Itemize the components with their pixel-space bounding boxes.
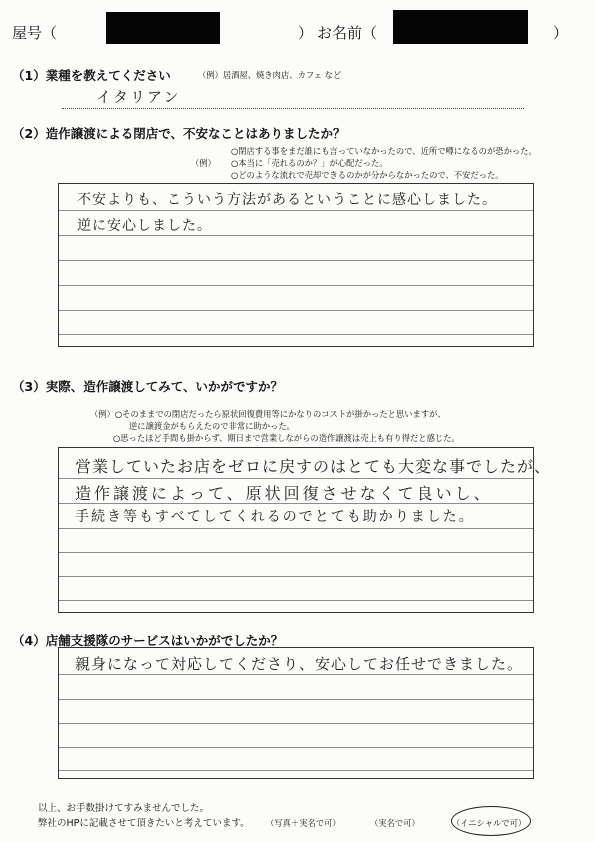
q2-title: （2）造作譲渡による閉店で、不安なことはありましたか？: [12, 126, 346, 141]
shop-name-close: ）: [298, 24, 314, 42]
q3-rule: [59, 552, 533, 553]
q4-answer-line-1: 親身になって対応してくださり、安心してお任せできました。: [75, 655, 524, 673]
customer-name-redaction: [393, 10, 528, 44]
shop-name-label: 屋号（: [12, 24, 58, 42]
q3-rule: [59, 478, 533, 479]
q2-answer-line-2: 逆に安心しました。: [77, 218, 212, 234]
q1-title: （1）業種を教えてください: [12, 68, 171, 83]
q4-rule: [59, 770, 533, 771]
customer-name-close: ）: [553, 24, 569, 42]
footer-thanks: 以上、お手数掛けてすみませんでした。: [38, 803, 210, 814]
q1-example: （例）居酒屋、焼き肉店、カフェ など: [198, 70, 342, 80]
q2-rule: [59, 210, 533, 211]
selected-option-circle: [451, 806, 531, 836]
q3-answer-line-3: 手続き等もすべてしてくれるのでとても助かりました。: [75, 509, 475, 525]
q3-example-1: （例）○そのままでの閉店だったら原状回復費用等にかなりのコストが掛かったと思いますが、: [90, 409, 446, 419]
q4-rule: [59, 699, 533, 700]
q1-answer: イタリアン: [96, 88, 181, 106]
customer-name-label: お名前（: [317, 24, 378, 42]
shop-name-redaction: [106, 12, 220, 44]
q2-answer-line-1: 不安よりも、こういう方法があるということに感心しました。: [77, 192, 497, 208]
q4-rule: [59, 674, 533, 675]
q3-example-3: ○思ったほど手間も掛からず、期日まで営業しながらの造作譲渡は売上も有り得だと感じた。: [113, 433, 460, 443]
q4-rule: [59, 723, 533, 724]
q2-answer-box: [58, 183, 534, 347]
q3-answer-line-2: 造作譲渡によって、原状回復させなくて良いし、: [75, 484, 493, 503]
q4-title: （4）店舗支援隊のサービスはいかがでしたか？: [12, 633, 284, 648]
footer-option-initials: （イニシャルで可）: [452, 818, 527, 828]
footer-option-realname: （実名で可）: [370, 818, 420, 828]
q2-rule: [59, 334, 533, 335]
q3-answer-box: [58, 447, 552, 613]
q1-answer-line: [62, 108, 524, 109]
q4-rule: [59, 747, 533, 748]
q2-rule: [59, 235, 533, 236]
q3-rule: [59, 528, 533, 529]
q3-rule: [59, 600, 533, 601]
q3-rule: [59, 576, 533, 577]
q4-answer-box: [58, 647, 534, 779]
footer-option-photo-realname: （写真＋実名で可）: [266, 818, 341, 828]
q3-example-2: 逆に譲渡金がもらえたので非常に助かった。: [129, 421, 295, 431]
q2-rule: [59, 285, 533, 286]
footer-publish-note: 弊社のHPに記載させて頂きたいと考えています。: [38, 818, 250, 829]
q2-example-3: ○どのような流れで売却できるのかが分からなかったので、不安だった。: [231, 170, 504, 180]
q2-rule: [59, 260, 533, 261]
q2-example-label: （例）: [191, 158, 216, 168]
q3-title: （3）実際、造作譲渡してみて、いかがですか？: [12, 379, 283, 394]
q2-rule: [59, 310, 533, 311]
q2-example-1: ○閉店する事をまだ誰にも言っていなかったので、近所で噂になるのが恐かった。: [231, 146, 537, 156]
q2-example-2: ○本当に「売れるのか？」が心配だった。: [231, 158, 388, 168]
q3-answer-line-1: 営業していたお店をゼロに戻すのはとても大変な事でしたが、: [75, 457, 552, 476]
